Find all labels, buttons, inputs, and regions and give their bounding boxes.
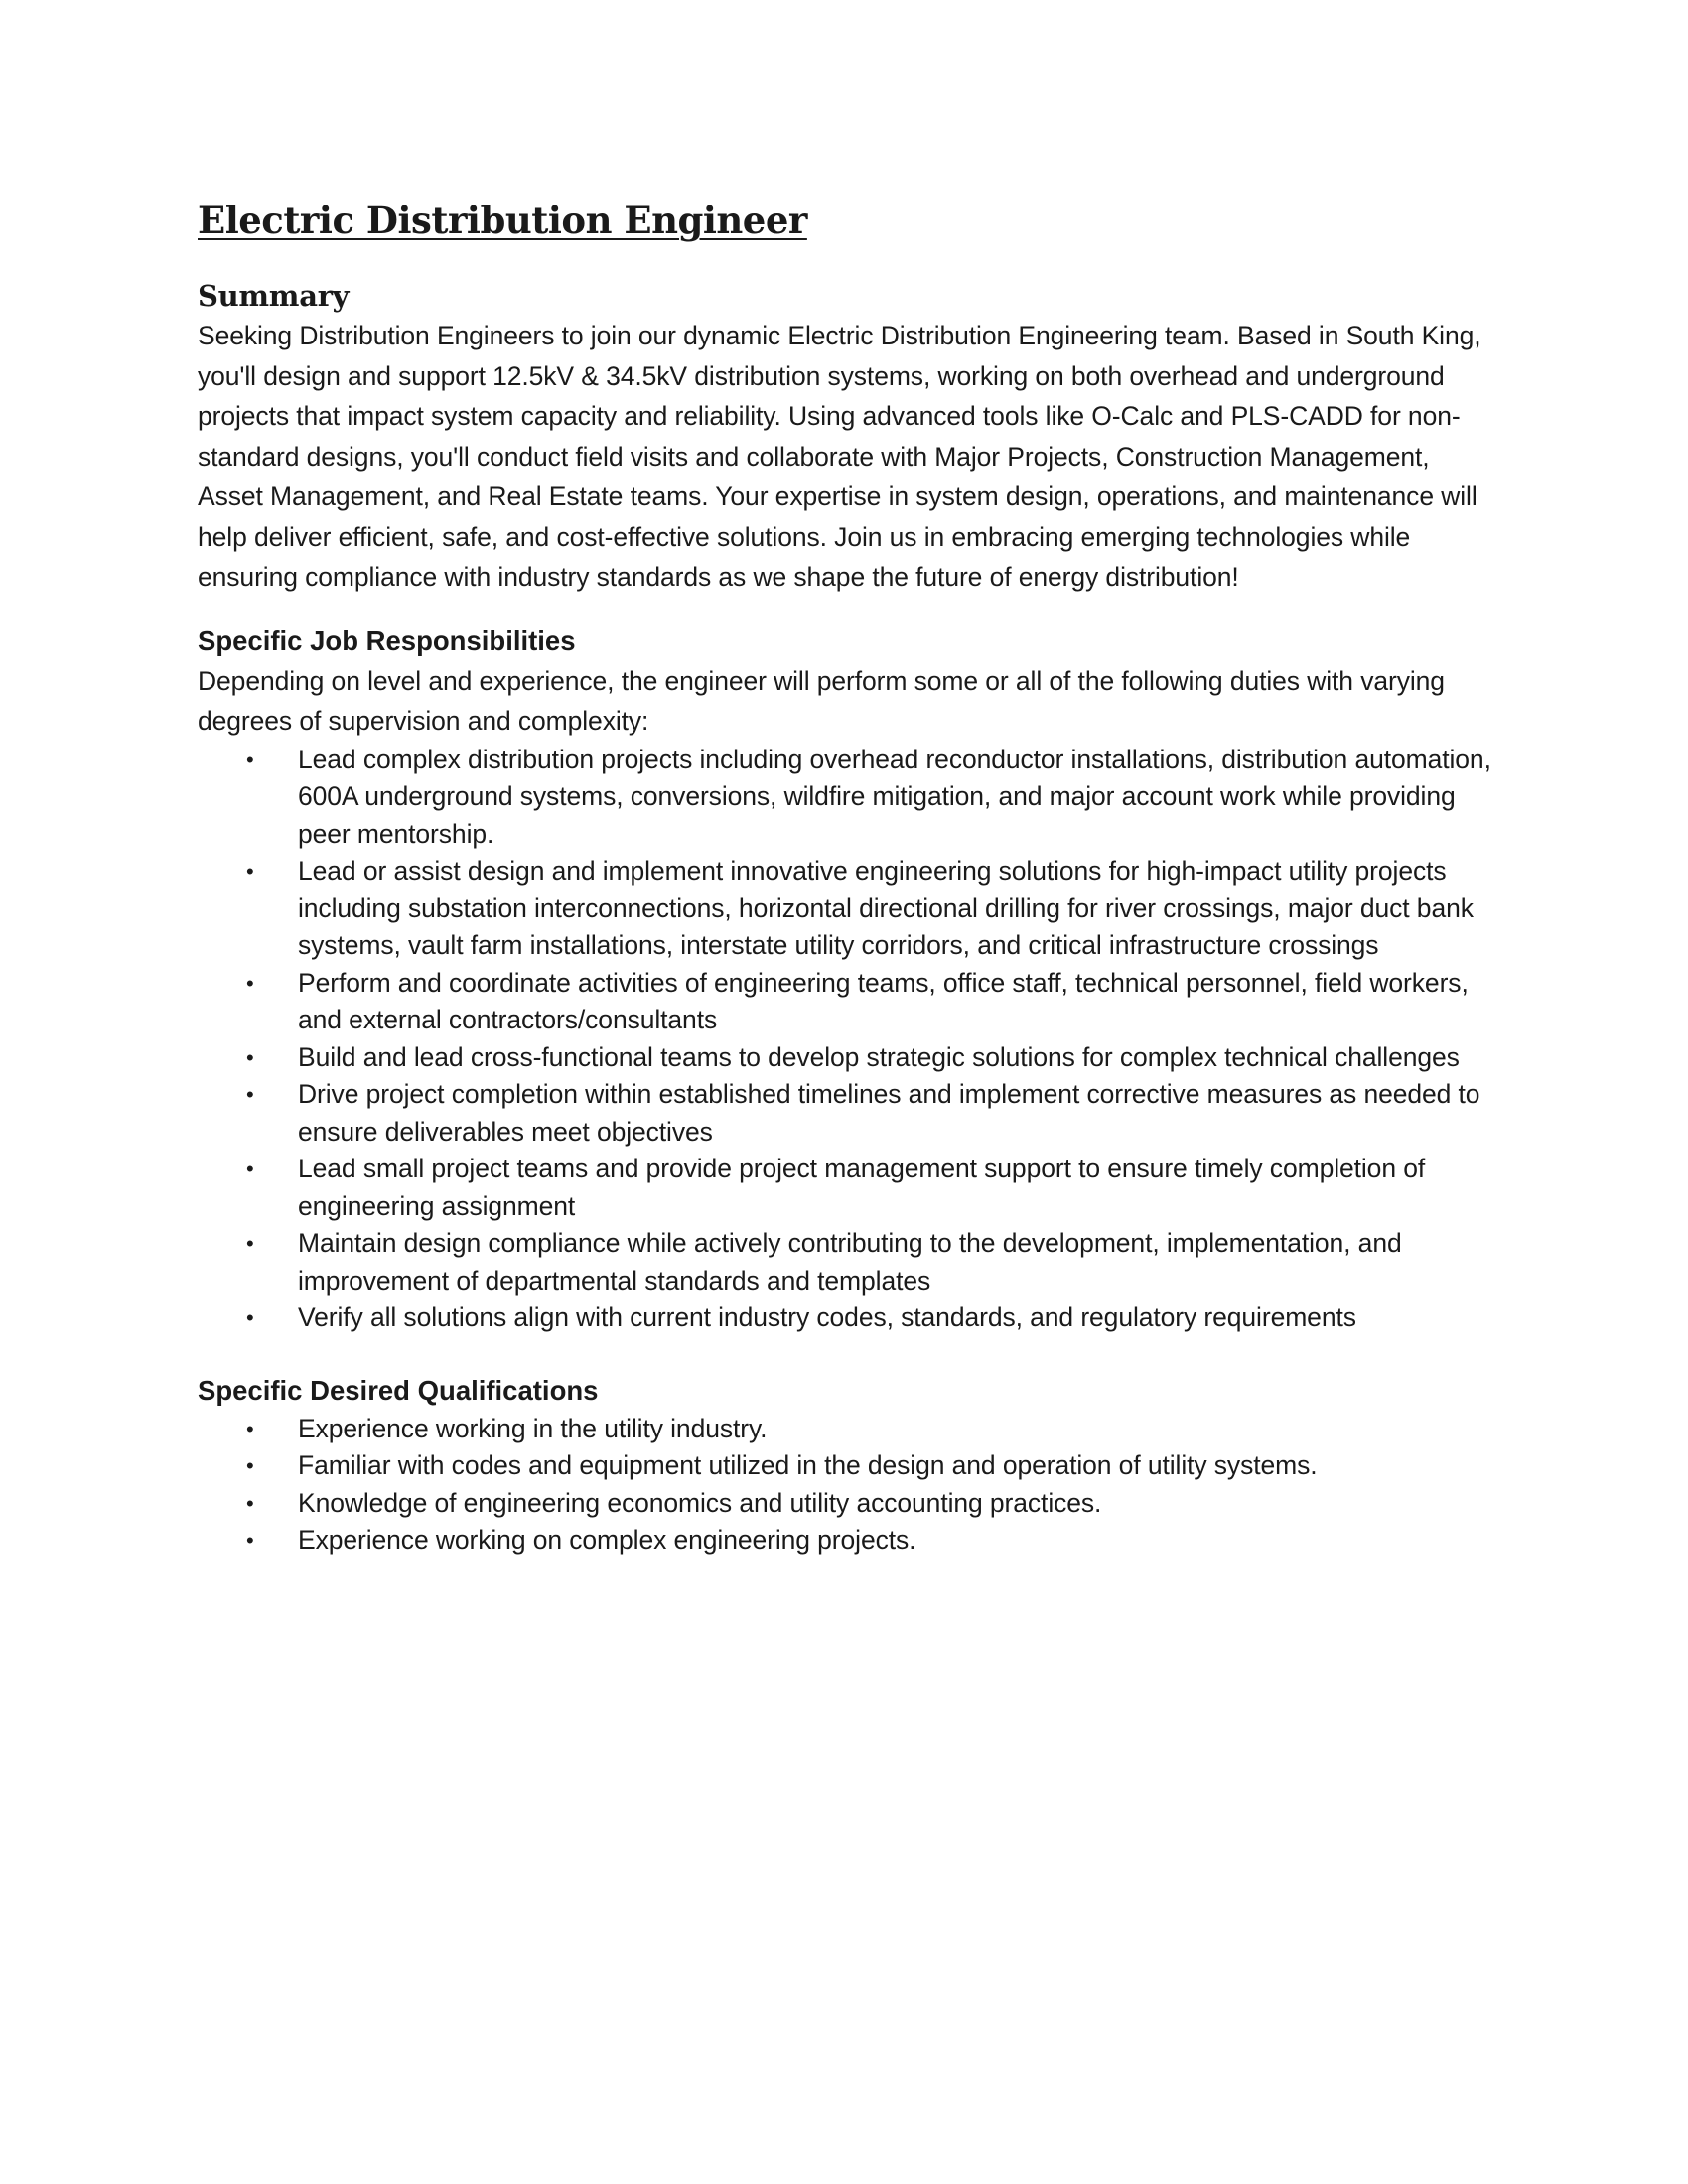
list-item (198, 1039, 1498, 1077)
bullet-icon: • (246, 1231, 254, 1256)
summary-heading: Summary (198, 279, 350, 313)
qualifications-heading: Specific Desired Qualifications (198, 1374, 599, 1406)
bullet-icon: • (246, 747, 254, 772)
bullet-icon: • (246, 1490, 254, 1516)
list-item (198, 1076, 1498, 1151)
list-item (198, 1299, 1498, 1337)
bullet-icon: • (246, 1453, 254, 1478)
qualification-text: Familiar with codes and equipment utilized in the design and operation of utility systems. (298, 1450, 1318, 1480)
list-item (198, 965, 1498, 1039)
responsibility-text: Lead small project teams and provide project management support to ensure timely completion of engineering assignment (298, 1154, 1426, 1221)
summary-text: Seeking Distribution Engineers to join our dynamic Electric Distribution Engineering team. Based in South King, you'll design and support 12.5kV & 34.5kV distribution systems, working on both overhead and underground projects that impact system capacity and reliability. Using advanced tools like O-Calc and PLS-CADD for non-standard designs, you'll conduct field visits and collaborate with Major Projects, Construction Management, Asset Management, and Real Estate teams. Your expertise in system design, operations, and maintenance will help deliver efficient, safe, and cost-effective solutions. Join us in embracing emerging technologies while ensuring compliance with industry standards as we shape the future of energy distribution! (198, 321, 1481, 592)
qualification-text: Knowledge of engineering economics and utility accounting practices. (298, 1487, 1102, 1518)
bullet-icon: • (246, 1528, 254, 1553)
list-item (198, 1485, 1498, 1523)
responsibilities-heading: Specific Job Responsibilities (198, 624, 576, 656)
bullet-icon: • (246, 970, 254, 996)
list-item (198, 1151, 1498, 1225)
responsibilities-list (198, 742, 1498, 1337)
bullet-icon: • (246, 1044, 254, 1070)
responsibility-text: Drive project completion within established timelines and implement corrective measures as needed to ensure deliverables meet objectives (298, 1079, 1480, 1147)
bullet-icon: • (246, 859, 254, 884)
list-item (198, 1447, 1498, 1485)
responsibility-text: Build and lead cross-functional teams to develop strategic solutions for complex technical challenges (298, 1041, 1460, 1072)
bullet-icon: • (246, 1157, 254, 1181)
list-item (198, 1522, 1498, 1560)
responsibility-text: Lead or assist design and implement innovative engineering solutions for high-impact utility projects including substation interconnections, horizontal directional drilling for river crossings, major duct bank systems, vault farm installations, interstate utility corridors, and critical infrastructure crossings (298, 856, 1474, 960)
document-page (198, 195, 1498, 1560)
responsibility-text: Lead complex distribution projects including overhead reconductor installations, distribution automation, 600A underground systems, conversions, wildfire mitigation, and major account work while providing peer mentorship. (298, 744, 1491, 849)
qualifications-list (198, 1411, 1498, 1560)
list-item (198, 1411, 1498, 1448)
responsibility-text: Maintain design compliance while actively contributing to the development, implementation, and improvement of departmental standards and templates (298, 1228, 1402, 1296)
responsibility-text: Verify all solutions align with current industry codes, standards, and regulatory requirements (298, 1302, 1356, 1332)
list-item (198, 1225, 1498, 1299)
bullet-icon: • (246, 1305, 254, 1330)
responsibility-text: Perform and coordinate activities of engineering teams, office staff, technical personnel, field workers, and external contractors/consultants (298, 967, 1469, 1034)
bullet-icon: • (246, 1416, 254, 1441)
list-item (198, 853, 1498, 965)
qualification-text: Experience working in the utility industry. (298, 1413, 768, 1443)
bullet-icon: • (246, 1082, 254, 1107)
qualification-text: Experience working on complex engineering projects. (298, 1525, 916, 1555)
list-item (198, 742, 1498, 854)
responsibilities-intro: Depending on level and experience, the engineer will perform some or all of the following duties with varying degrees of supervision and complexity: (198, 665, 1445, 736)
document-title: Electric Distribution Engineer (198, 199, 807, 242)
